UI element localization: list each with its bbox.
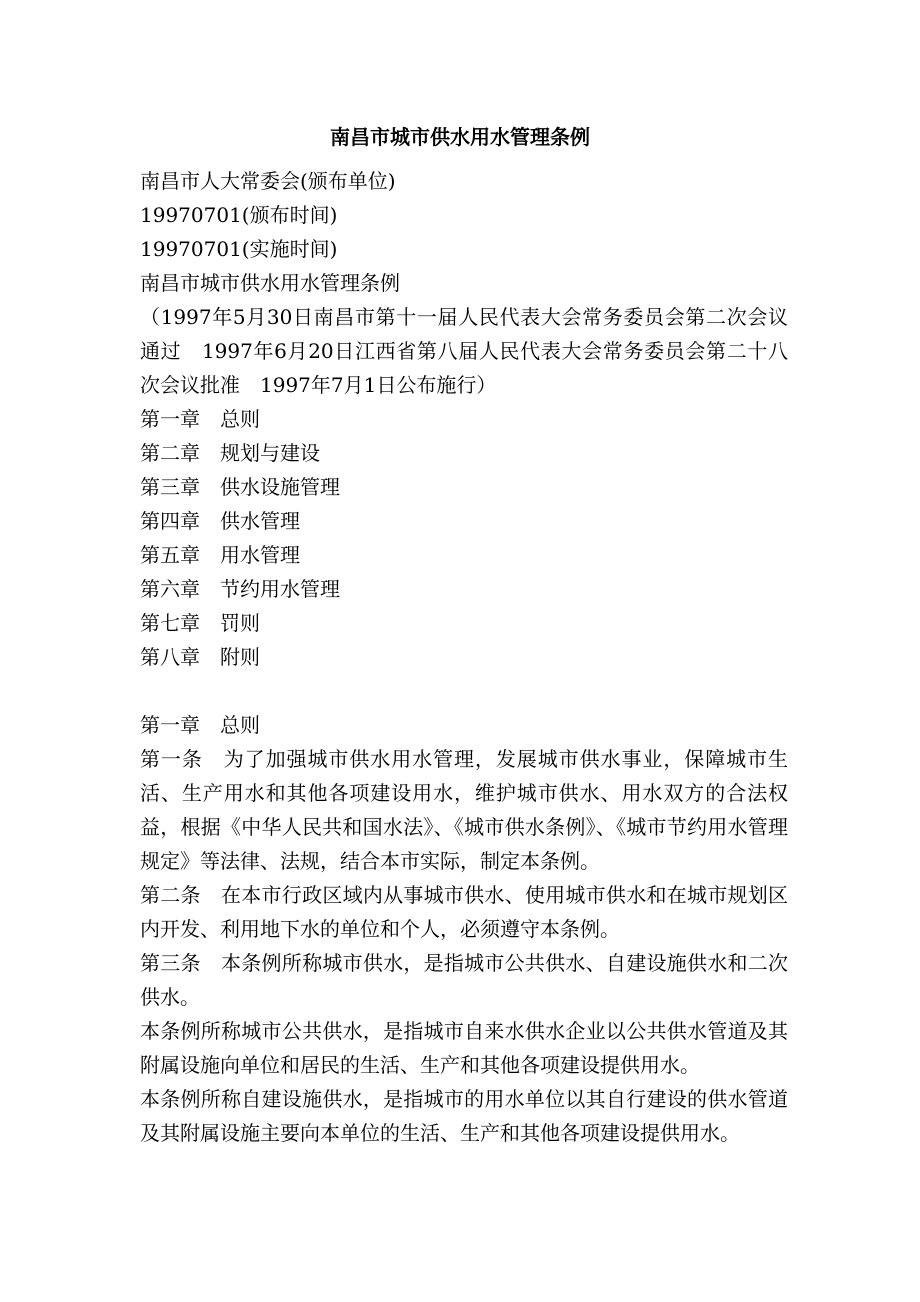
toc-item: 第三章 供水设施管理 xyxy=(140,475,340,499)
toc-item: 第四章 供水管理 xyxy=(140,509,300,533)
effective-date-line: 19970701(实施时间) xyxy=(140,237,338,261)
article-paragraph: 本条例所称自建设施供水，是指城市的用水单位以其自行建设的供水管道及其附属设施主要向本单位的生活、生产和其他各项建设提供用水。 xyxy=(140,1087,788,1145)
toc-item: 第六章 节约用水管理 xyxy=(140,577,340,601)
toc-item: 第一章 总则 xyxy=(140,407,260,431)
toc-item: 第八章 附则 xyxy=(140,645,260,669)
toc-item: 第二章 规划与建设 xyxy=(140,441,320,465)
table-of-contents xyxy=(140,402,788,674)
article-paragraph: 第一条 为了加强城市供水用水管理，发展城市供水事业，保障城市生活、生产用水和其他各项建设用水，维护城市供水、用水双方的合法权益，根据《中华人民共和国水法》、《城市供水条例》、《城市节约用水管理规定》等法律、法规，结合本市实际，制定本条例。 xyxy=(140,747,788,873)
adoption-note: （1997年5月30日南昌市第十一届人民代表大会常务委员会第二次会议通过 1997年6月20日江西省第八届人民代表大会常务委员会第二十八次会议批准 1997年7月1日公布施行） xyxy=(140,305,788,397)
document-title: 南昌市城市供水用水管理条例 xyxy=(330,125,590,149)
article-paragraph: 本条例所称城市公共供水，是指城市自来水供水企业以公共供水管道及其附属设施向单位和居民的生活、生产和其他各项建设提供用水。 xyxy=(140,1019,788,1077)
blank-line xyxy=(140,674,788,708)
issue-date-line: 19970701(颁布时间) xyxy=(140,203,338,227)
toc-item: 第七章 罚则 xyxy=(140,611,260,635)
document-name-line: 南昌市城市供水用水管理条例 xyxy=(140,271,400,295)
article-paragraph: 第三条 本条例所称城市供水，是指城市公共供水、自建设施供水和二次供水。 xyxy=(140,951,788,1009)
issuer-line: 南昌市人大常委会(颁布单位) xyxy=(140,169,396,193)
article-paragraph: 第二条 在本市行政区域内从事城市供水、使用城市供水和在城市规划区内开发、利用地下水的单位和个人，必须遵守本条例。 xyxy=(140,883,788,941)
toc-item: 第五章 用水管理 xyxy=(140,543,300,567)
chapter-heading: 第一章 总则 xyxy=(140,713,260,737)
document-body xyxy=(140,164,788,1150)
